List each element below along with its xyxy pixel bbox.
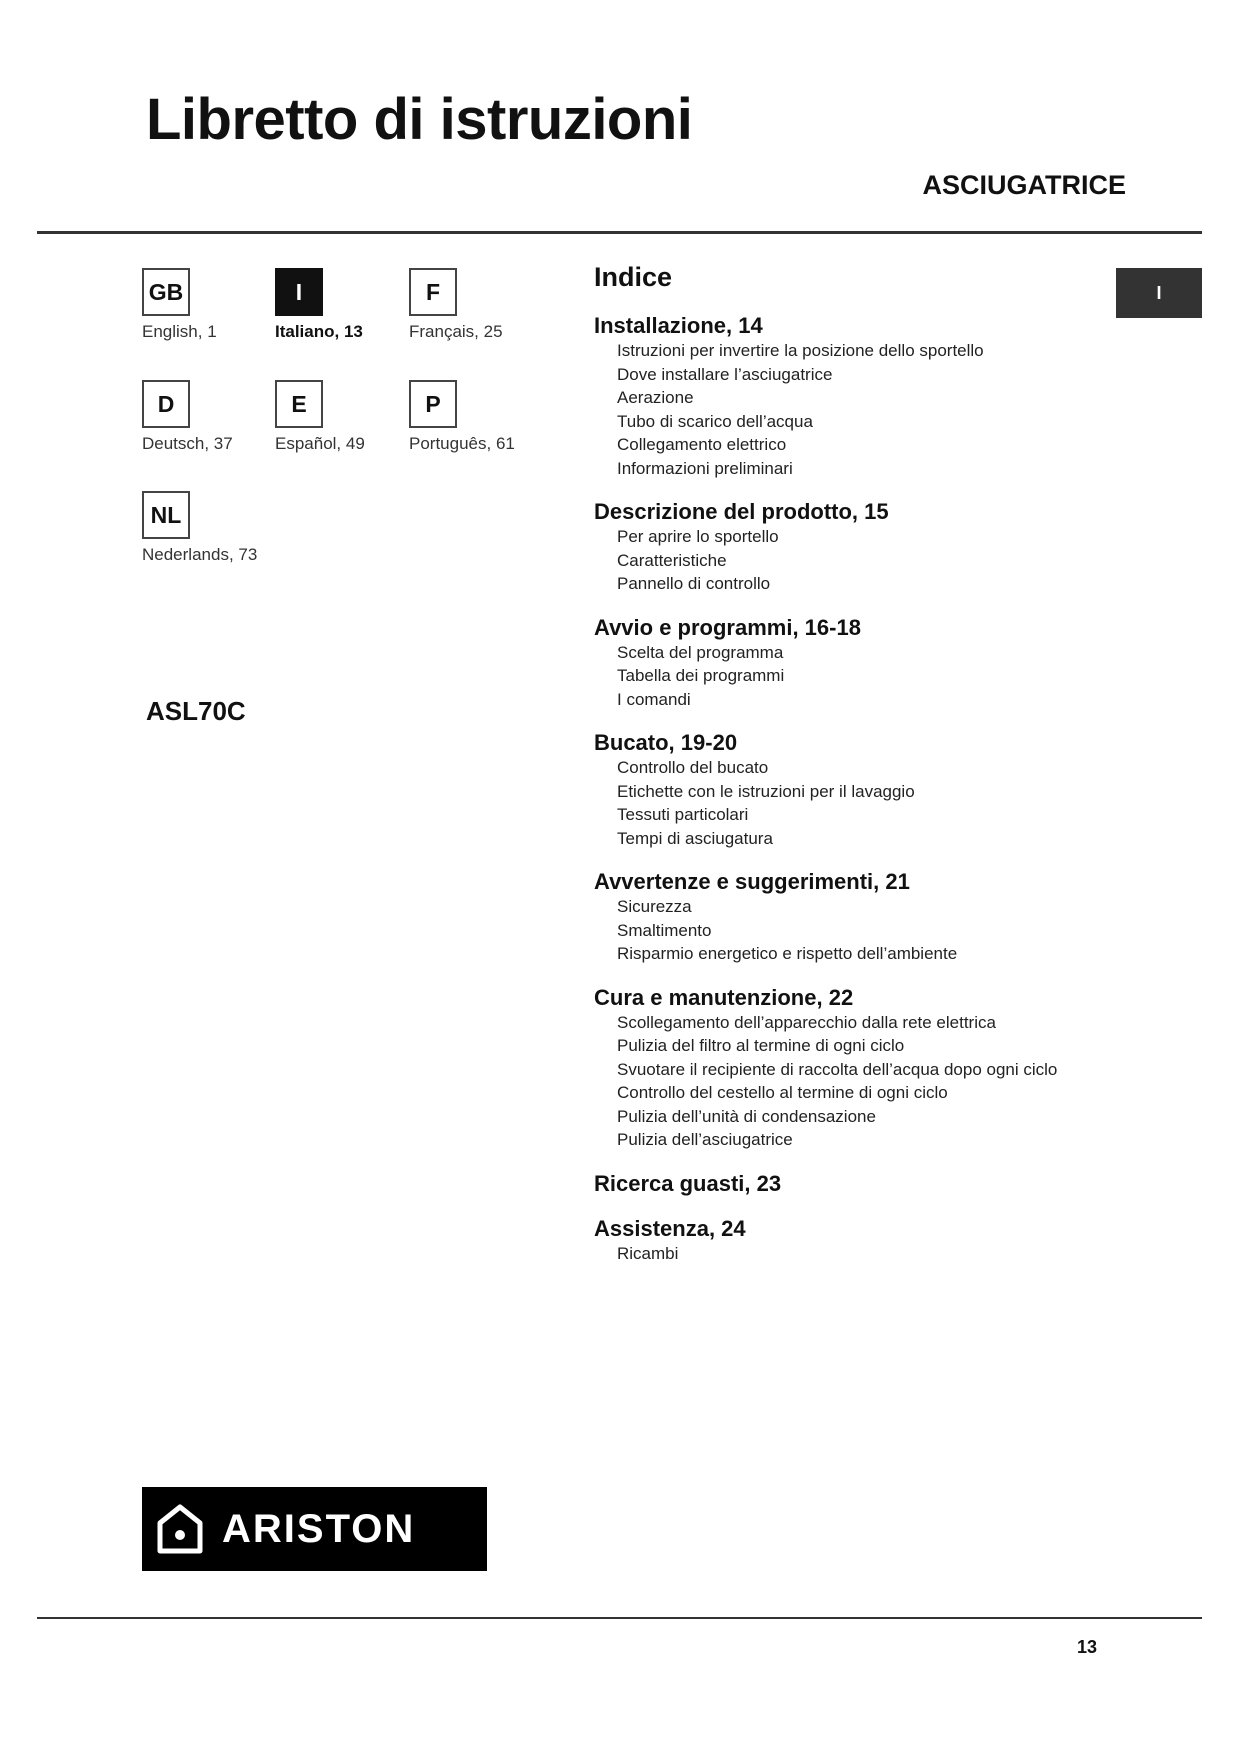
toc-item-list <box>594 756 1114 850</box>
toc-item[interactable]: Controllo del cestello al termine di ogni ciclo <box>617 1083 948 1102</box>
language-label: Português, 61 <box>409 434 515 453</box>
toc-section-title[interactable]: Avvio e programmi, 16-18 <box>594 614 861 640</box>
toc-item[interactable]: Per aprire lo sportello <box>617 527 779 546</box>
toc-item-list <box>594 339 1114 480</box>
toc-item[interactable]: Ricambi <box>617 1243 679 1263</box>
toc-item[interactable]: Collegamento elettrico <box>617 435 787 454</box>
language-label: Deutsch, 37 <box>142 434 233 453</box>
toc-item[interactable]: Scelta del programma <box>617 642 784 662</box>
language-gb[interactable] <box>142 268 262 342</box>
table-of-contents <box>594 262 1114 1284</box>
toc-section <box>594 313 1114 480</box>
brand-logo <box>142 1487 487 1571</box>
toc-item[interactable]: Pulizia del filtro al termine di ogni ciclo <box>617 1036 905 1055</box>
toc-section <box>594 730 1114 850</box>
toc-section <box>594 1171 1114 1197</box>
toc-item[interactable]: Pulizia dell’unità di condensazione <box>617 1106 876 1126</box>
toc-item[interactable]: Sicurezza <box>617 897 692 916</box>
toc-item[interactable]: Svuotare il recipiente di raccolta dell’acqua dopo ogni ciclo <box>617 1059 1058 1079</box>
language-label: Italiano, 13 <box>275 322 363 341</box>
toc-section <box>594 869 1114 966</box>
language-es[interactable] <box>275 380 395 454</box>
language-fr[interactable] <box>409 268 529 342</box>
language-it[interactable] <box>275 268 395 342</box>
toc-item[interactable]: Caratteristiche <box>617 550 727 570</box>
toc-item[interactable]: Tabella dei programmi <box>617 666 785 685</box>
language-code-box: NL <box>142 491 190 539</box>
toc-item[interactable]: Tessuti particolari <box>617 805 749 824</box>
toc-item[interactable]: I comandi <box>617 689 691 709</box>
language-label: Español, 49 <box>275 434 365 453</box>
toc-item-list <box>594 895 1114 966</box>
model-number: ASL70C <box>146 696 246 726</box>
toc-section <box>594 985 1114 1152</box>
toc-item[interactable]: Istruzioni per invertire la posizione dello sportello <box>617 341 984 360</box>
toc-item[interactable]: Etichette con le istruzioni per il lavaggio <box>617 781 915 801</box>
language-code-box: E <box>275 380 323 428</box>
toc-item[interactable]: Pulizia dell’asciugatrice <box>617 1130 793 1149</box>
brand-name: ARISTON <box>222 1506 416 1551</box>
house-icon <box>156 1503 204 1555</box>
toc-item[interactable]: Aerazione <box>617 388 694 407</box>
language-label: Nederlands, 73 <box>142 545 258 564</box>
toc-section-title[interactable]: Cura e manutenzione, 22 <box>594 984 854 1010</box>
language-code-box: P <box>409 380 457 428</box>
language-label: Français, 25 <box>409 322 503 341</box>
toc-section-title[interactable]: Installazione, 14 <box>594 313 763 338</box>
toc-item[interactable]: Smaltimento <box>617 920 712 940</box>
language-tab: I <box>1116 268 1202 318</box>
language-nl[interactable] <box>142 491 262 565</box>
language-code-box: GB <box>142 268 190 316</box>
page-title: Libretto di istruzioni <box>146 87 693 152</box>
toc-item-list <box>594 641 1114 712</box>
toc-section-title[interactable]: Avvertenze e suggerimenti, 21 <box>594 869 910 894</box>
language-code-box: I <box>275 268 323 316</box>
toc-sections <box>594 313 1114 1265</box>
toc-section <box>594 615 1114 712</box>
language-de[interactable] <box>142 380 262 454</box>
toc-item[interactable]: Informazioni preliminari <box>617 458 793 478</box>
bottom-divider <box>37 1617 1202 1619</box>
language-code-box: F <box>409 268 457 316</box>
toc-heading: Indice <box>594 262 673 292</box>
language-code-box: D <box>142 380 190 428</box>
toc-section-title[interactable]: Assistenza, 24 <box>594 1215 746 1241</box>
toc-section <box>594 1216 1114 1266</box>
toc-item[interactable]: Controllo del bucato <box>617 758 769 777</box>
toc-item[interactable]: Scollegamento dell’apparecchio dalla rete elettrica <box>617 1012 996 1032</box>
top-divider <box>37 231 1202 234</box>
toc-section-title[interactable]: Bucato, 19-20 <box>594 730 738 755</box>
toc-item[interactable]: Tubo di scarico dell’acqua <box>617 411 813 431</box>
language-pt[interactable] <box>409 380 529 454</box>
toc-section <box>594 499 1114 596</box>
toc-item-list <box>594 1011 1114 1152</box>
toc-section-title[interactable]: Descrizione del prodotto, 15 <box>594 499 889 524</box>
toc-item[interactable]: Pannello di controllo <box>617 574 771 593</box>
toc-section-title[interactable]: Ricerca guasti, 23 <box>594 1170 782 1196</box>
toc-item[interactable]: Tempi di asciugatura <box>617 828 773 848</box>
page-number: 13 <box>1076 1637 1097 1657</box>
language-label: English, 1 <box>142 322 217 341</box>
toc-item[interactable]: Risparmio energetico e rispetto dell’ambiente <box>617 944 958 963</box>
product-type: ASCIUGATRICE <box>922 170 1126 200</box>
toc-item[interactable]: Dove installare l’asciugatrice <box>617 364 833 384</box>
toc-item-list <box>594 1242 1114 1266</box>
toc-item-list <box>594 525 1114 596</box>
